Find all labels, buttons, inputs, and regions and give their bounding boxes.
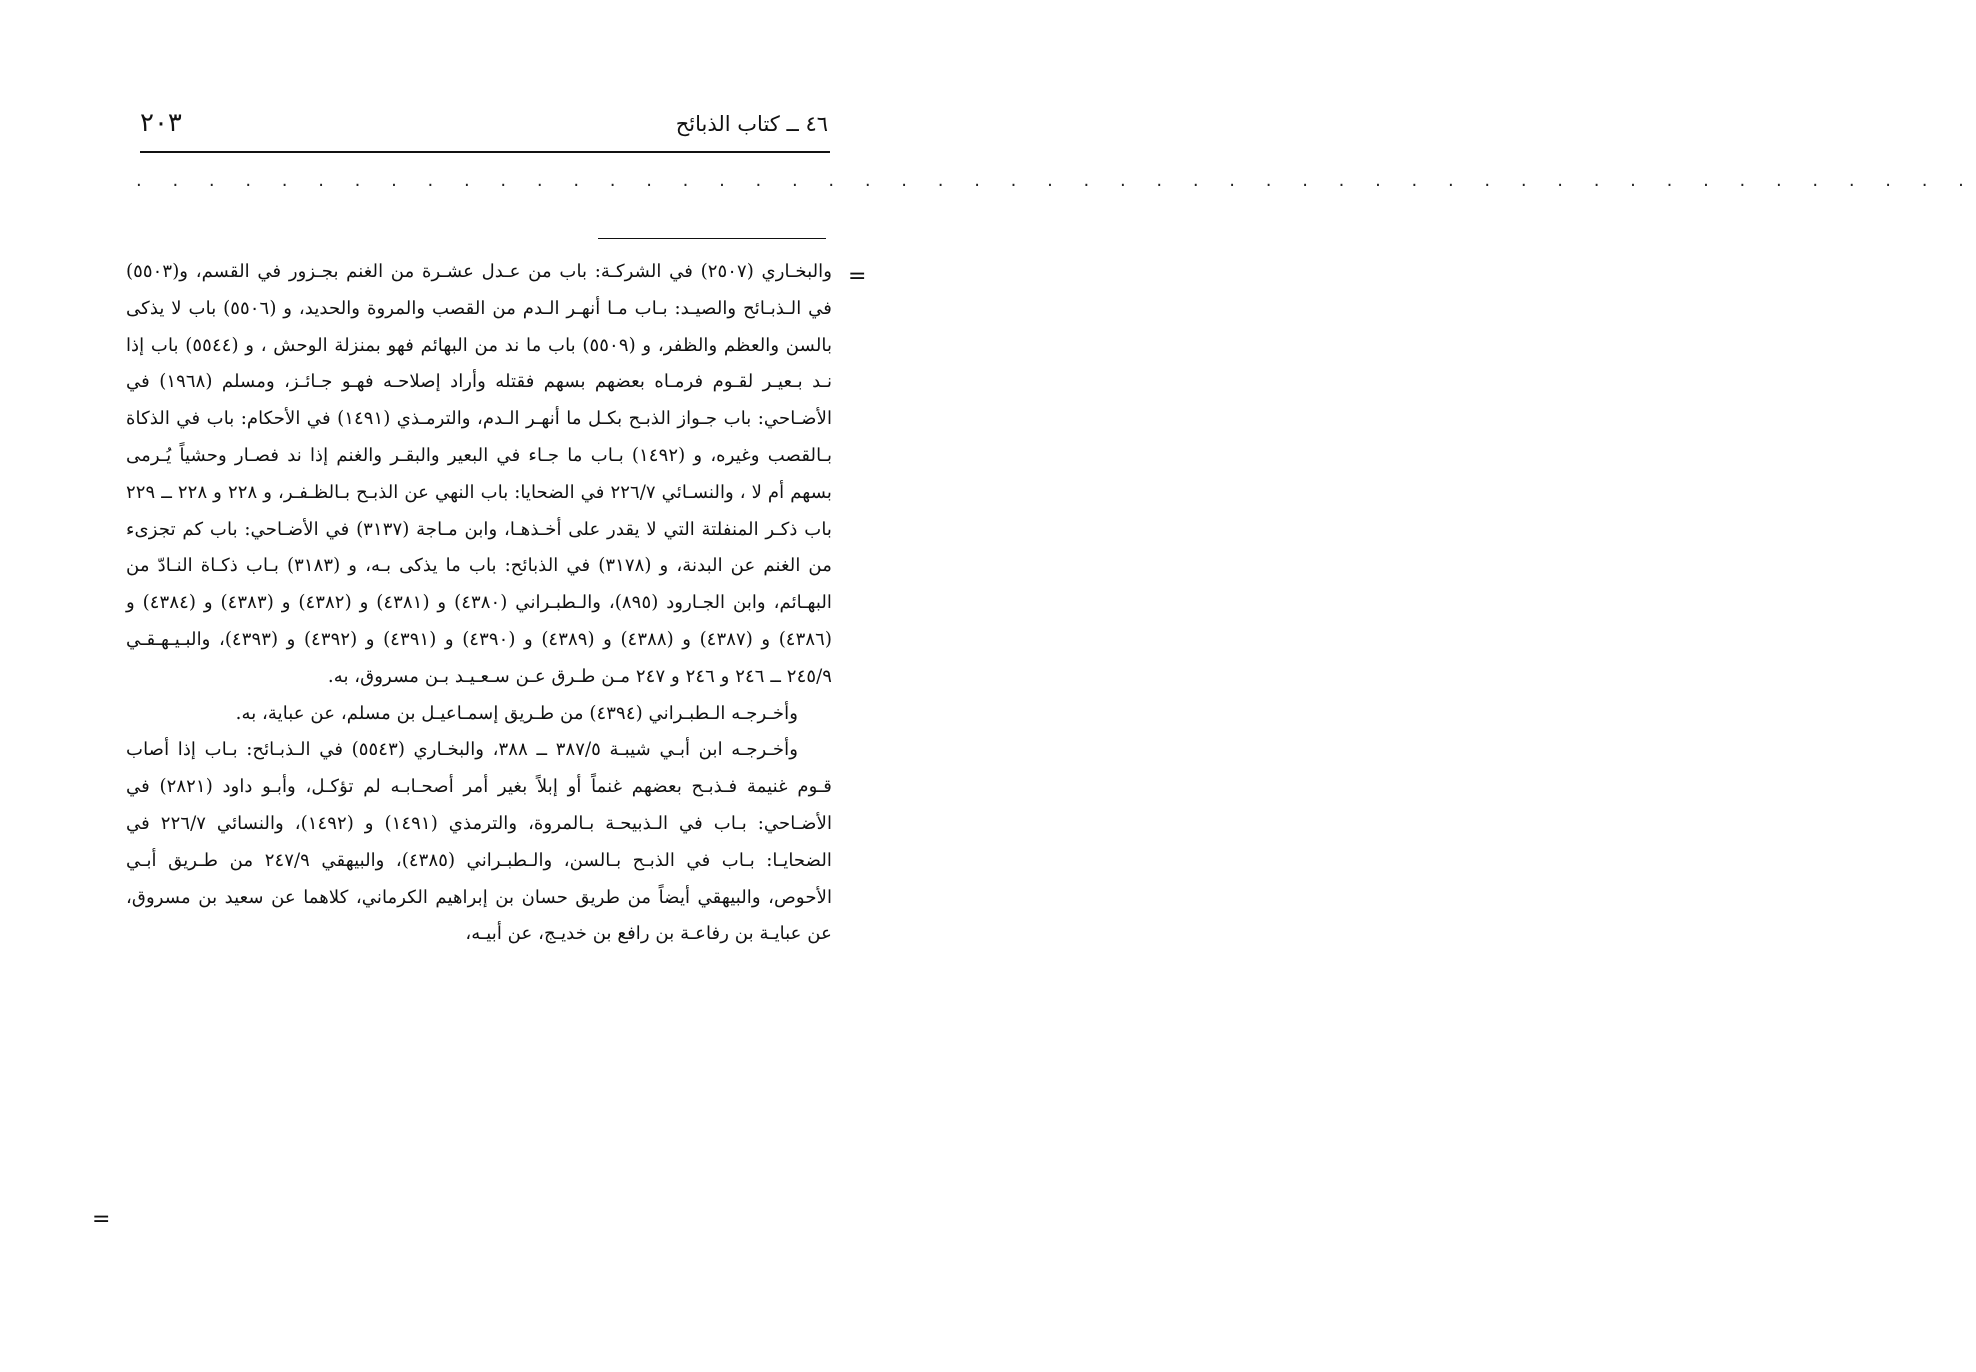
footnote-paragraph-3: وأخـرجـه ابن أبـي شيبـة ٣٨٧/٥ ــ ٣٨٨، والبخـاري (٥٥٤٣) في الـذبـائح: بـاب إذا أصاب قـوم غنيمة فـذبـح بعضهم غنماً أو إبلاً بغير أمر أصحـابـه لم تؤكـل، وأبـو داود (٢٨٢١) في الأضـاحي: بـاب في الـذبيحـة بـالمروة، والترمذي (١٤٩١) و (١٤٩٢)، والنسائي ٢٢٦/٧ في الضحايـا: بـاب في الذبـح بـالسن، والـطبـراني (٤٣٨٥)، والبيهقي ٢٤٧/٩ من طـريق أبـي الأحوص، والبيهقي أيضاً من طريق حسان بن إبراهيم الكرماني، كلاهما عن سعيد بن مسروق، عن عبايـة بن رفاعـة بن رافع بن خديـج، عن أبيـه، bbox=[126, 739, 833, 945]
footnote-paragraph-2: وأخـرجـه الـطبـراني (٤٣٩٤) من طـريق إسمـاعيـل بن مسلم، عن عباية، به. bbox=[235, 702, 798, 724]
footnote-paragraph-1: والبخـاري (٢٥٠٧) في الشركـة: باب من عـدل عشـرة من الغنم بجـزور في القسم، و(٥٥٠٣) في الـذبـائح والصيـد: بـاب مـا أنهـر الـدم من القصب والمروة والحديد، و (٥٥٠٦) باب لا يذكى بالسن والعظم والظفر، و (٥٥٠٩) باب ما ند من البهائم فهو بمنزلة الوحش ، و (٥٥٤٤) باب إذا نـد بـعيـر لقـوم فرمـاه بعضهم بسهم فقتله وأراد إصلاحـه فهـو جـائـز، ومسلم (١٩٦٨) في الأضـاحي: باب جـواز الذبـح بكـل ما أنهـر الـدم، والترمـذي (١٤٩١) في الأحكام: باب في الذكاة بـالقصب وغيره، و (١٤٩٢) بـاب ما جـاء في البعير والبقـر والغنم إذا ند فصـار وحشياً يُـرمى بسهم أم لا ، والنسـائي ٢٢٦/٧ في الضحايا: باب النهي عن الذبـح بـالظـفـر، و ٢٢٨ و ٢٢٨ ــ ٢٢٩ باب ذكـر المنفلتة التي لا يقدر على أخـذهـا، وابن مـاجة (٣١٣٧) في الأضـاحي: باب كم تجزىء من الغنم عن البدنة، و (٣١٧٨) في الذبائح: باب ما يذكى بـه، و (٣١٨٣) بـاب ذكـاة النـادّ من البهـائم، وابن الجـارود (٨٩٥)، والـطبـراني (٤٣٨٠) و (٤٣٨١) و (٤٣٨٢) و (٤٣٨٣) و (٤٣٨٤) و (٤٣٨٦) و (٤٣٨٧) و (٤٣٨٨) و (٤٣٨٩) و (٤٣٩٠) و (٤٣٩١) و (٤٣٩٢) و (٤٣٩٣)، والبـيـهـقـي ٢٤٥/٩ ــ ٢٤٦ و ٢٤٦ و ٢٤٧ مـن طـرق عـن سـعـيـد بـن مسروق، به. bbox=[126, 261, 833, 687]
footnote-divider bbox=[598, 238, 826, 239]
chapter-title: ٤٦ ــ كتاب الذبائح bbox=[675, 112, 828, 136]
continuation-mark-top: = bbox=[848, 264, 867, 289]
header-divider bbox=[140, 151, 830, 153]
footnote-body bbox=[126, 254, 832, 953]
dotted-separator: . . . . . . . . . . . . . . . . . . . . . . . . . . . . . . . . . . . . . . . . . . . . . . . . . . . bbox=[136, 170, 1976, 191]
continuation-mark-bottom: = bbox=[92, 1207, 111, 1232]
page-number: ٢٠٣ bbox=[140, 108, 182, 138]
